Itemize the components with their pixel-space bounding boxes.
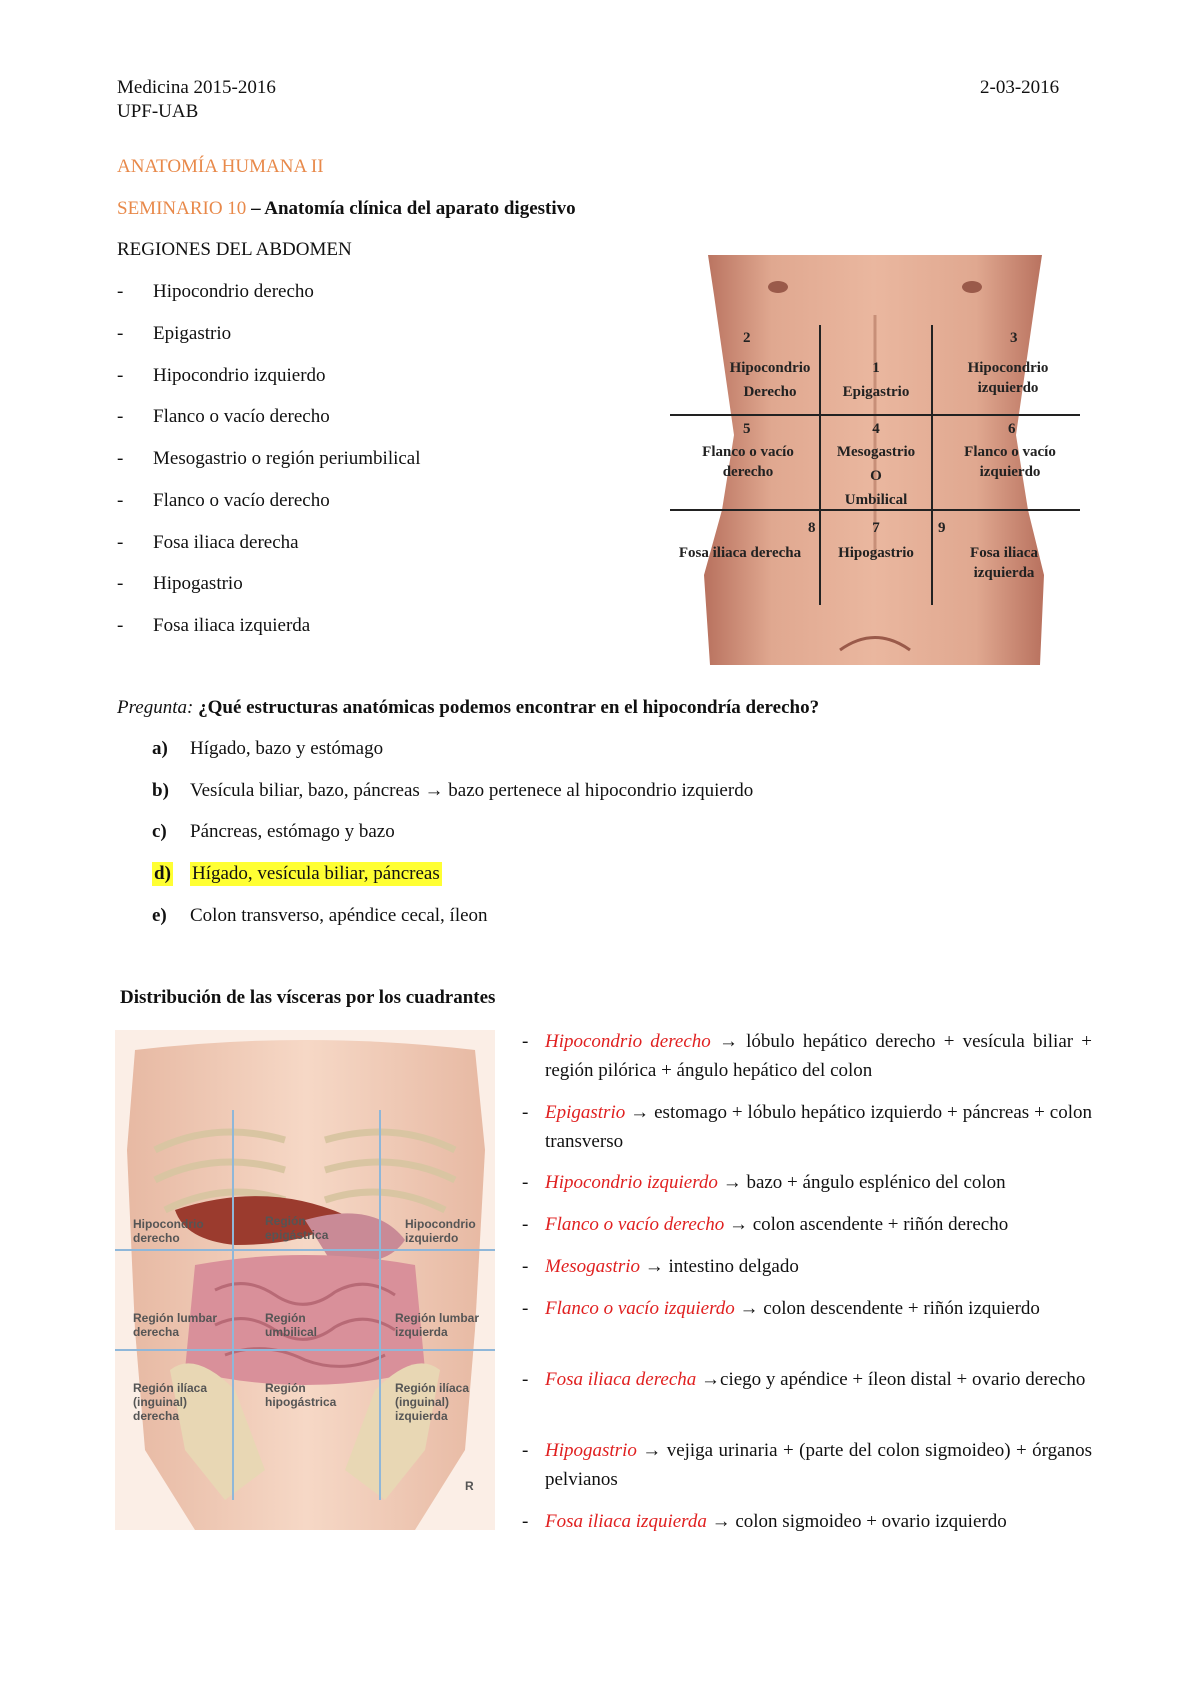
svg-text:Región lumbar: Región lumbar (133, 1311, 218, 1325)
svg-text:Región: Región (265, 1381, 306, 1395)
svg-text:derecho: derecho (722, 464, 774, 480)
list-item: - Mesogastrio → intestino delgado (522, 1256, 799, 1277)
abdomen-viscera-figure (115, 1030, 495, 1530)
svg-text:Hipocondrio: Hipocondrio (405, 1217, 476, 1231)
svg-text:Fosa iliaca derecha: Fosa iliaca derecha (678, 545, 802, 561)
svg-text:izquierda: izquierda (973, 565, 1035, 581)
svg-text:Región ilíaca: Región ilíaca (133, 1381, 208, 1395)
svg-text:2: 2 (743, 330, 751, 346)
list-item: - Fosa iliaca izquierda → colon sigmoideo + ovario izquierdo (522, 1511, 1007, 1532)
svg-text:Región: Región (265, 1311, 306, 1325)
svg-text:O: O (870, 468, 882, 484)
svg-text:Región lumbar: Región lumbar (395, 1311, 480, 1325)
date-label: 2-03-2016 (980, 77, 1060, 98)
svg-text:epigástrica: epigástrica (265, 1228, 329, 1242)
distribution-heading: Distribución de las vísceras por los cuadrantes (120, 987, 496, 1008)
svg-text:Hipogastrio: Hipogastrio (838, 545, 914, 561)
svg-text:8: 8 (808, 520, 816, 536)
svg-text:1: 1 (872, 360, 880, 376)
svg-text:Región: Región (265, 1214, 306, 1228)
svg-text:Epigastrio: Epigastrio (842, 384, 910, 400)
svg-text:Flanco o vacío: Flanco o vacío (964, 444, 1056, 460)
svg-text:izquierdo: izquierdo (405, 1231, 459, 1245)
svg-text:derecha: derecha (133, 1325, 180, 1339)
fig2-side-label: R (465, 1479, 474, 1493)
course-label: Medicina 2015-2016 (117, 77, 276, 98)
list-item: - Hipogastrio → vejiga urinaria + (parte del colon sigmoideo) + órganos pelvianos (522, 1440, 1092, 1490)
list-item: - Flanco o vacío izquierdo → colon descendente + riñón izquierdo (522, 1298, 1040, 1319)
svg-text:Fosa iliaca: Fosa iliaca (970, 545, 1038, 561)
list-item: - Hipocondrio derecho → lóbulo hepático derecho + vesícula biliar + región pilórica + ángulo hepático del colon (522, 1031, 1092, 1081)
nipple-right (962, 281, 982, 293)
svg-text:6: 6 (1008, 421, 1016, 437)
svg-text:7: 7 (872, 520, 880, 536)
svg-text:derecha: derecha (133, 1409, 180, 1423)
list-item: - Fosa iliaca derecha →ciego y apéndice + íleon distal + ovario derecho (522, 1369, 1086, 1390)
svg-text:Hipocondrio: Hipocondrio (729, 360, 811, 376)
svg-text:umbilical: umbilical (265, 1325, 318, 1339)
svg-text:4: 4 (872, 421, 880, 437)
svg-text:Región ilíaca: Región ilíaca (395, 1381, 470, 1395)
svg-text:Umbilical: Umbilical (844, 492, 908, 508)
svg-text:Flanco o vacío: Flanco o vacío (702, 444, 794, 460)
svg-text:Mesogastrio: Mesogastrio (836, 444, 916, 460)
seminar-number: SEMINARIO 10 (117, 198, 247, 219)
svg-text:Hipocondrio: Hipocondrio (967, 360, 1049, 376)
page-title: ANATOMÍA HUMANA II (117, 156, 324, 177)
seminar-subtitle: – Anatomía clínica del aparato digestivo (246, 198, 576, 219)
list-item: - Epigastrio → estomago + lóbulo hepático izquierdo + páncreas + colon transverso (522, 1102, 1092, 1152)
list-item: - Flanco o vacío derecho → colon ascendente + riñón derecho (522, 1214, 1009, 1235)
question-text (117, 696, 819, 720)
svg-text:derecho: derecho (133, 1231, 180, 1245)
svg-text:5: 5 (743, 421, 751, 437)
nipple-left (768, 281, 788, 293)
svg-text:izquierda: izquierda (395, 1325, 448, 1339)
abdomen-regions-figure (670, 255, 1080, 665)
svg-text:9: 9 (938, 520, 946, 536)
svg-text:izquierda: izquierda (395, 1409, 448, 1423)
svg-text:(inguinal): (inguinal) (133, 1395, 187, 1409)
seminar-heading (117, 197, 576, 221)
svg-text:Hipocondrio: Hipocondrio (133, 1217, 204, 1231)
question-body: ¿Qué estructuras anatómicas podemos encontrar en el hipocondría derecho? (193, 697, 820, 718)
svg-text:(inguinal): (inguinal) (395, 1395, 449, 1409)
svg-text:hipogástrica: hipogástrica (265, 1395, 337, 1409)
university-label: UPF-UAB (117, 101, 199, 122)
svg-text:izquierdo: izquierdo (979, 464, 1041, 480)
list-item: - Hipocondrio izquierdo → bazo + ángulo esplénico del colon (522, 1172, 1006, 1193)
svg-text:izquierdo: izquierdo (977, 380, 1039, 396)
svg-text:Derecho: Derecho (743, 384, 797, 400)
question-label: Pregunta: (117, 697, 194, 718)
svg-text:3: 3 (1010, 330, 1018, 346)
regions-heading: REGIONES DEL ABDOMEN (117, 239, 352, 260)
